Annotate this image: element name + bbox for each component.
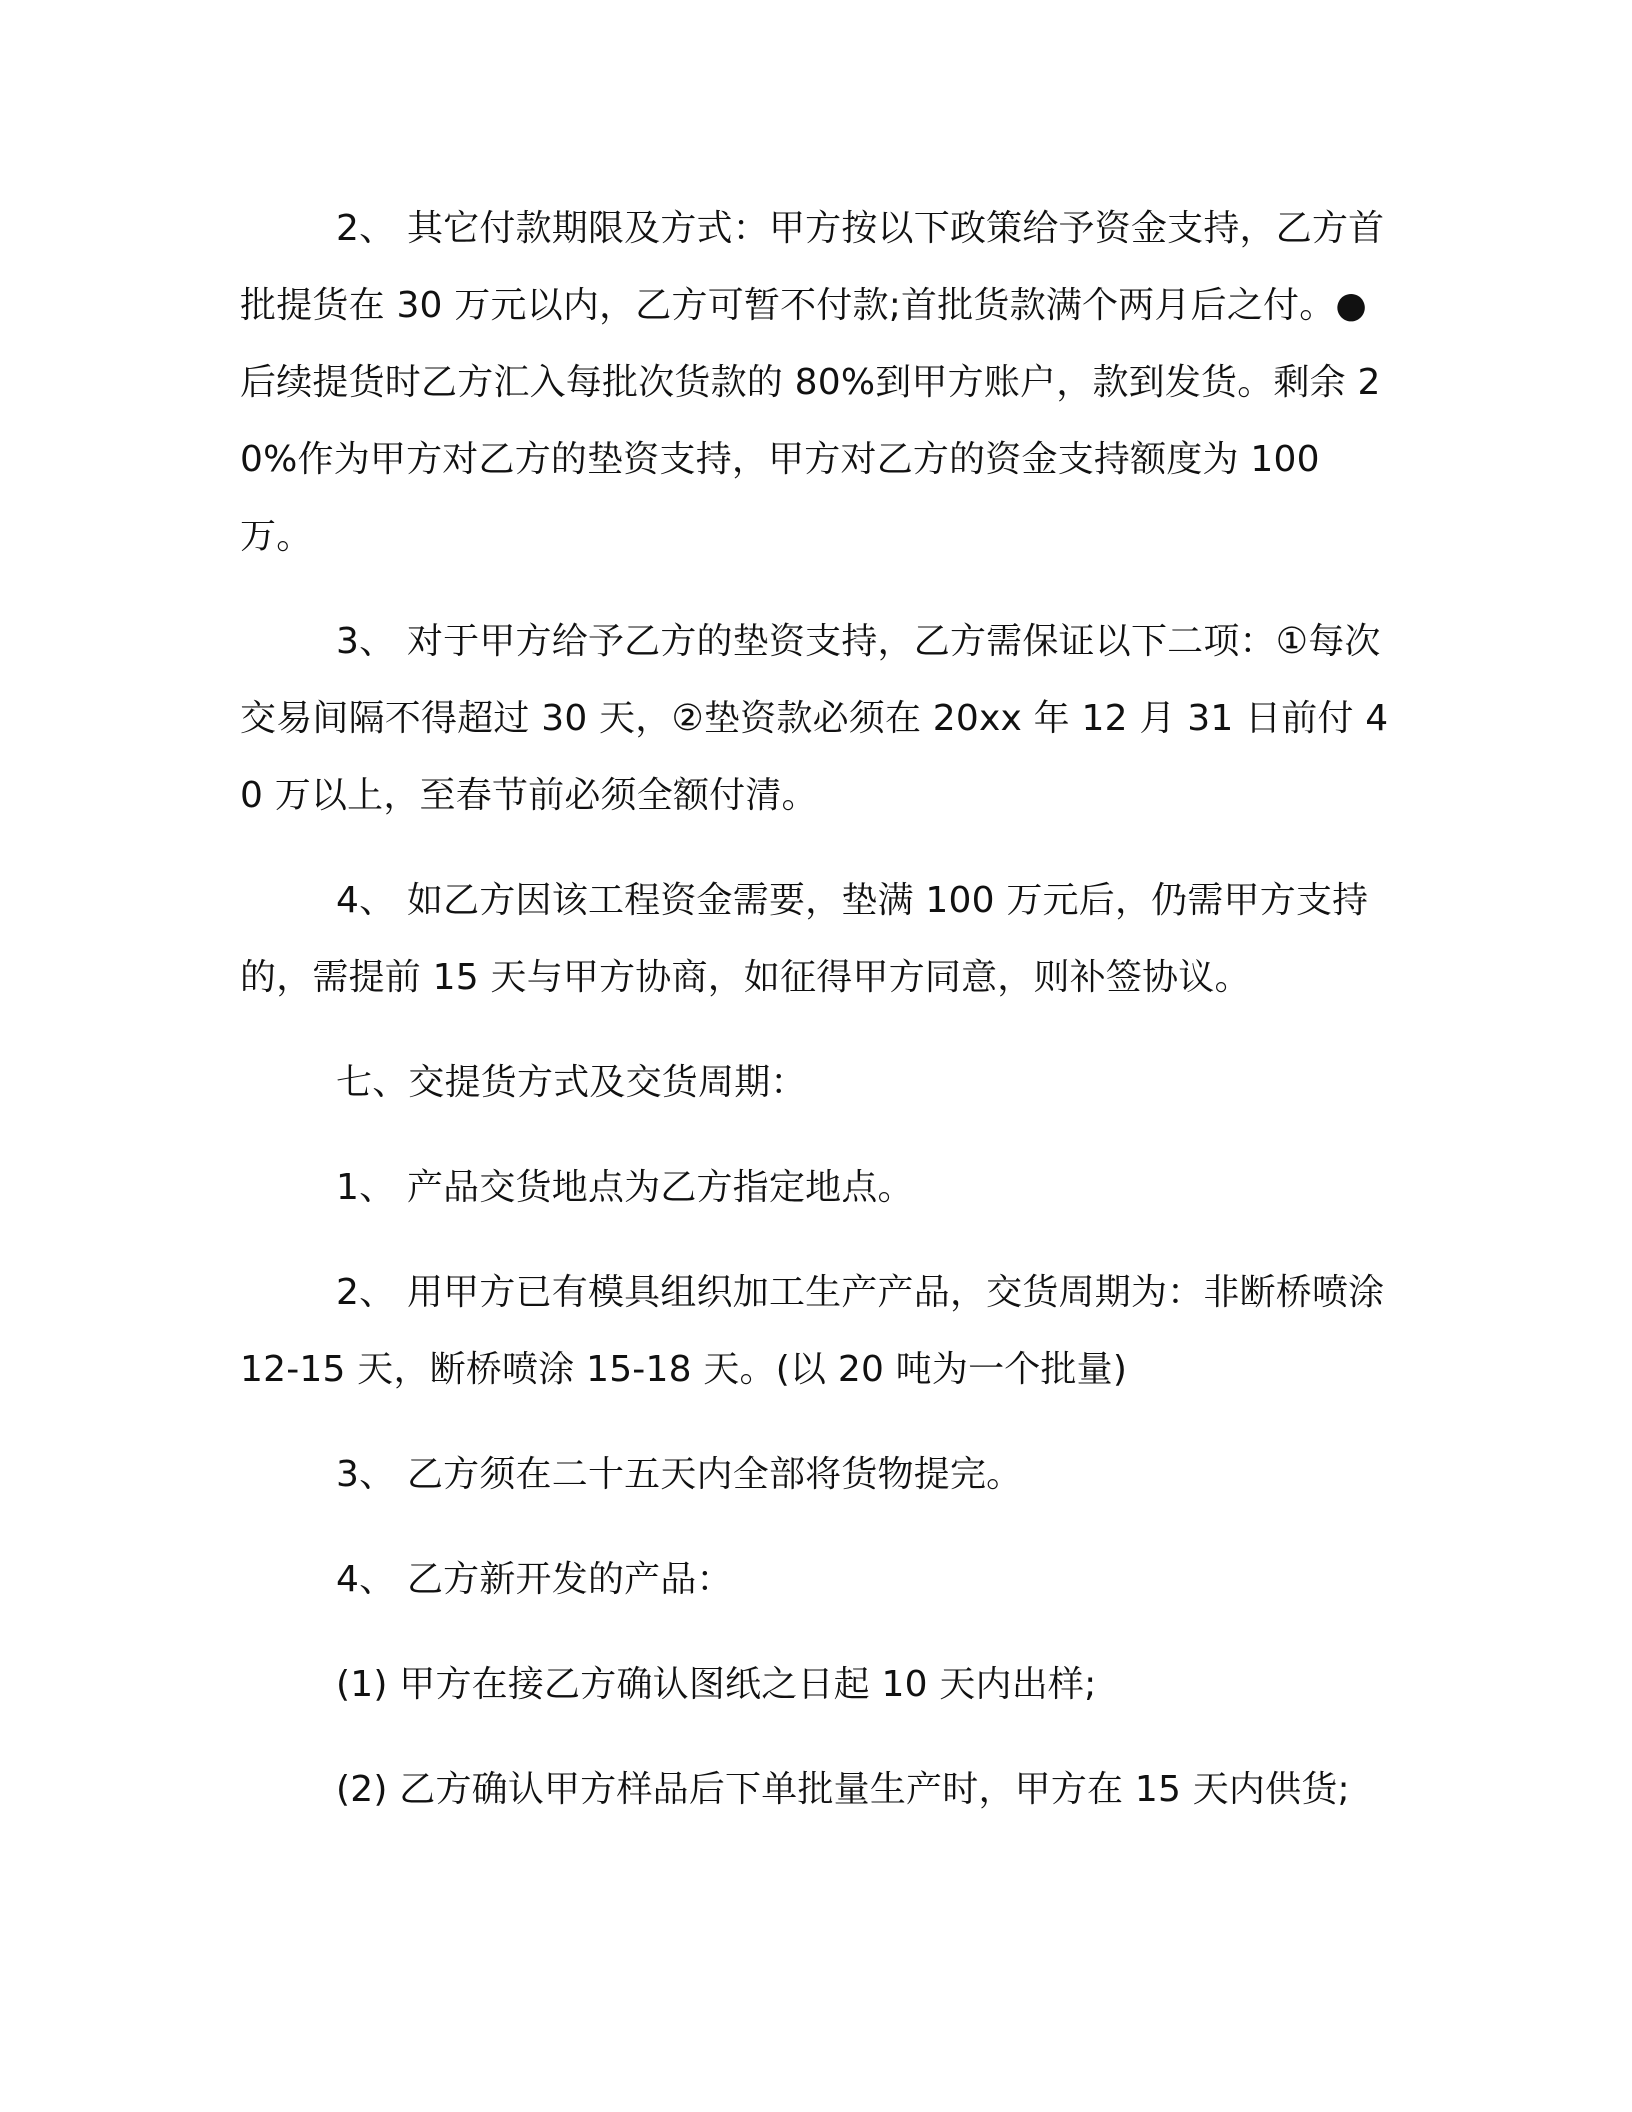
list-item-sample-time: (1) 甲方在接乙方确认图纸之日起 10 天内出样; [336, 1664, 1097, 1705]
paragraph-delivery-location: 1、 产品交货地点为乙方指定地点。 [336, 1167, 914, 1208]
document-body [240, 190, 1390, 1828]
paragraph-pickup-deadline: 3、 乙方须在二十五天内全部将货物提完。 [336, 1454, 1023, 1495]
section-heading-delivery: 七、交提货方式及交货周期： [336, 1062, 807, 1103]
paragraph-payment-terms: 2、 其它付款期限及方式：甲方按以下政策给予资金支持，乙方首批提货在 30 万元以内，乙方可暂不付款;首批货款满个两月后之付。●后续提货时乙方汇入每批次货款的 80%到甲方账户，款到发货。剩余 20%作为甲方对乙方的垫资支持，甲方对乙方的资金支持额度为 100 万。 [240, 208, 1385, 557]
paragraph-delivery-cycle: 2、 用甲方已有模具组织加工生产产品，交货周期为：非断桥喷涂 12-15 天，断桥喷涂 15-18 天。(以 20 吨为一个批量) [240, 1272, 1385, 1390]
paragraph-advance-support: 3、 对于甲方给予乙方的垫资支持，乙方需保证以下二项：①每次交易间隔不得超过 30 天，②垫资款必须在 20xx 年 12 月 31 日前付 40 万以上，至春节前必须全额付清。 [240, 621, 1389, 816]
list-item-supply-time: (2) 乙方确认甲方样品后下单批量生产时，甲方在 15 天内供货; [336, 1769, 1350, 1810]
paragraph-extra-support: 4、 如乙方因该工程资金需要，垫满 100 万元后，仍需甲方支持的，需提前 15 天与甲方协商，如征得甲方同意，则补签协议。 [240, 880, 1369, 998]
paragraph-new-products: 4、 乙方新开发的产品： [336, 1559, 733, 1600]
